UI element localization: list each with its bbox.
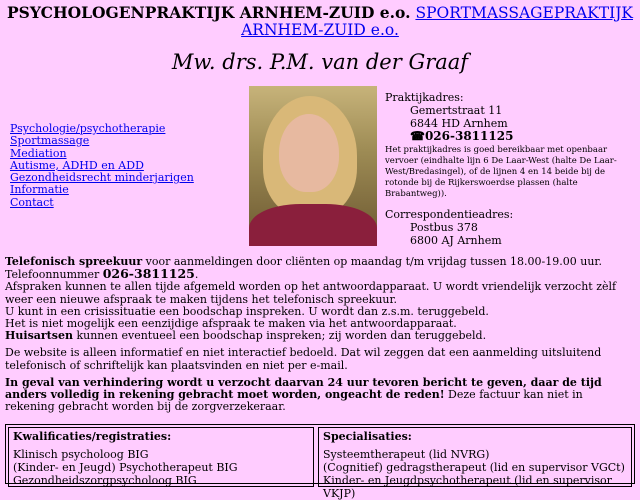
corr-label: Correspondentieadres:: [385, 208, 514, 221]
website-paragraph: De website is alleen informatief en niet interactief bedoeld. Dat wil zeggen dat een aanmelding uitsluitend telefonisch of schriftelijk kan plaatsvinden en niet per e-mail.: [5, 346, 602, 372]
address-city: 6844 HD Arnhem: [410, 117, 508, 130]
spreekuur-label: Telefonisch spreekuur: [5, 255, 143, 268]
portrait-photo: [249, 86, 377, 246]
address-note: Het praktijkadres is goed bereikbaar met openbaar vervoer (eindhalte lijn 6 De Laar-West (halte De Laar-West/Bredasingel), of de lijnen 4 en 14 beide bij de rotonde bij de Rijkerswoerdse plassen (halte Brabantweg)).: [385, 145, 617, 199]
kwalificaties-box: [8, 427, 314, 487]
nav-informatie[interactable]: Informatie: [10, 183, 69, 197]
kwal-item: Gezondheidszorgpsycholoog BIG: [13, 474, 197, 487]
huisartsen-label: Huisartsen: [5, 329, 73, 343]
corr-city: 6800 AJ Arnhem: [410, 234, 502, 247]
nav-gezondheidsrecht[interactable]: Gezondheidsrecht minderjarigen: [10, 171, 194, 185]
nav-autisme[interactable]: Autisme, ADHD en ADD: [10, 158, 144, 172]
kwal-item: (Kinder- en Jeugd) Psychotherapeut BIG: [13, 461, 238, 474]
nav-contact[interactable]: Contact: [10, 195, 54, 209]
specialisaties-title: Specialisaties:: [323, 430, 412, 443]
info-table: [5, 424, 635, 500]
nav-sportmassage[interactable]: Sportmassage: [10, 134, 90, 148]
spec-item: Systeemtherapeut (lid NVRG): [323, 448, 490, 461]
practitioner-name: Mw. drs. P.M. van der Graaf: [171, 50, 469, 74]
verhindering-paragraph: In geval van verhindering wordt u verzocht daarvan 24 uur tevoren bericht te geven, daar de tijd anders volledig in rekening gebracht moet worden, ongeacht de reden! Deze factuur kan niet in rekening gebracht worden bij de zorgverzekeraar.: [5, 375, 602, 414]
address-street: Gemertstraat 11: [410, 104, 503, 117]
practice-title: PSYCHOLOGENPRAKTIJK ARNHEM-ZUID e.o.: [6, 3, 411, 22]
sportmassage-link[interactable]: SPORTMASSAGEPRAKTIJK ARNHEM-ZUID e.o.: [241, 4, 633, 39]
address-phone: ☎026-3811125: [410, 129, 514, 143]
nav-psychologie[interactable]: Psychologie/psychotherapie: [10, 122, 166, 135]
kwal-item: Klinisch psycholoog BIG: [13, 448, 149, 461]
spec-item: Kinder- en Jeugdpsychotherapeut (lid en supervisor VKJP): [323, 474, 612, 500]
phone-icon: ☎: [410, 129, 425, 143]
site-header: [0, 4, 640, 39]
nav-mediation[interactable]: Mediation: [10, 146, 67, 160]
nav-menu: [10, 123, 194, 209]
kwalificaties-title: Kwalificaties/registraties:: [13, 430, 172, 443]
main-content: [5, 256, 633, 418]
specialisaties-box: [318, 427, 632, 500]
address-label: Praktijkadres:: [385, 91, 464, 104]
corr-box: Postbus 378: [410, 221, 478, 234]
spreekuur-paragraph: Telefonisch spreekuur voor aanmeldingen door cliënten op maandag t/m vrijdag tussen 18.00-19.00 uur. Telefoonnummer 026-3811125. Afspraken kunnen te allen tijde afgemeld worden op het antwoordapparaat. U wordt vriendelijk verzocht zèlf weer een nieuwe afspraak te maken tijdens het telefonisch spreekuur. U kunt in een crisissituatie een boodschap inspreken. U wordt dan z.s.m. teruggebeld. Het is niet mogelijk een eenzijdige afspraak te maken via het antwoordapparaat. Huisartsen kunnen eventueel een boodschap inspreken; zij worden dan teruggebeld.: [5, 255, 617, 343]
spreekuur-phone: 026-3811125: [102, 266, 195, 282]
address-block: [385, 91, 635, 247]
spec-item: (Cognitief) gedragstherapeut (lid en supervisor VGCt): [323, 461, 625, 474]
